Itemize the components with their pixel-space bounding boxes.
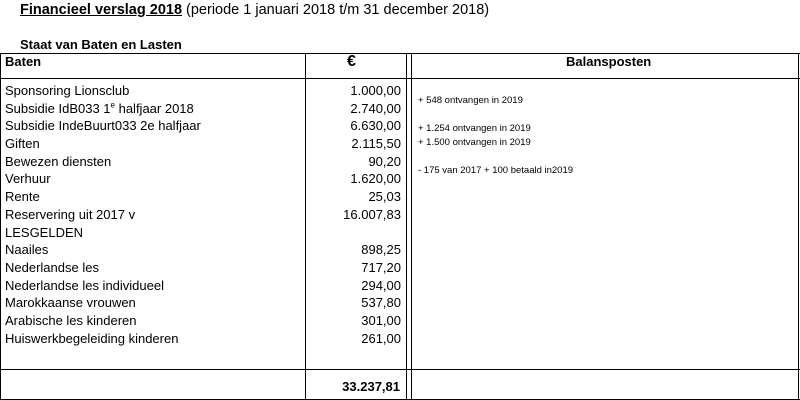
header-bottom-border xyxy=(0,78,800,79)
row-label: Subsidie IndeBuurt033 2e halfjaar xyxy=(5,118,201,134)
report-title: Financieel verslag 2018 xyxy=(20,2,183,18)
table-top-border xyxy=(0,53,800,54)
row-label: Marokkaanse vrouwen xyxy=(5,295,136,311)
table-row xyxy=(0,224,800,242)
table-row xyxy=(0,117,800,135)
table-row xyxy=(0,82,800,106)
row-amount: 537,80 xyxy=(361,295,401,311)
header-baten: Baten xyxy=(5,54,42,69)
table-row xyxy=(0,170,800,188)
document-title xyxy=(20,2,489,18)
table-row xyxy=(0,135,800,153)
row-amount: 16.007,83 xyxy=(343,206,401,222)
row-label: Nederlandse les xyxy=(5,259,99,275)
table-row xyxy=(0,241,800,259)
row-label: Bewezen diensten xyxy=(5,153,112,169)
table-row xyxy=(0,330,800,348)
row-label: Rente xyxy=(5,189,40,205)
row-amount: 6.630,00 xyxy=(350,118,401,134)
row-note: + 1.500 ontvangen in 2019 xyxy=(418,137,531,149)
row-note: + 548 ontvangen in 2019 xyxy=(418,95,523,106)
row-amount: 25,03 xyxy=(368,189,401,205)
table-row xyxy=(0,188,800,206)
total-amount: 33.237,81 xyxy=(342,379,400,394)
row-label: Arabische les kinderen xyxy=(5,312,137,328)
row-label: Verhuur xyxy=(5,171,51,187)
row-amount: 1.000,00 xyxy=(350,83,401,98)
report-period: (periode 1 januari 2018 t/m 31 december 2018) xyxy=(182,2,490,18)
row-label: Sponsoring Lionsclub xyxy=(5,83,130,98)
row-amount: 90,20 xyxy=(368,153,401,169)
table-row xyxy=(0,294,800,312)
row-amount: 2.740,00 xyxy=(350,100,401,116)
row-amount: 301,00 xyxy=(361,312,401,328)
rows-bottom-border xyxy=(0,369,800,370)
row-note: - 175 van 2017 + 100 betaald in2019 xyxy=(418,164,574,176)
table-row xyxy=(0,100,800,118)
section-heading: Staat van Baten en Lasten xyxy=(20,37,182,52)
row-label: Subsidie IdB033 1e halfjaar 2018 xyxy=(5,100,194,116)
header-balansposten: Balansposten xyxy=(566,54,652,69)
row-note: + 1.254 ontvangen in 2019 xyxy=(418,123,531,135)
row-amount: 294,00 xyxy=(361,277,401,293)
row-amount: 2.115,50 xyxy=(351,136,401,152)
table-row xyxy=(0,277,800,295)
table-rows xyxy=(0,82,800,347)
income-statement-table xyxy=(0,53,800,400)
row-amount: 1.620,00 xyxy=(350,171,401,187)
row-label: Giften xyxy=(5,136,40,152)
row-label: Huiswerkbegeleiding kinderen xyxy=(5,330,179,346)
row-amount: 898,25 xyxy=(361,242,401,258)
table-row xyxy=(0,259,800,277)
row-label: Nederlandse les individueel xyxy=(5,277,164,293)
row-label: Reservering uit 2017 v xyxy=(5,206,136,222)
row-amount: 261,00 xyxy=(361,330,401,346)
row-label: Naailes xyxy=(5,242,49,258)
table-row xyxy=(0,312,800,330)
header-euro: € xyxy=(347,53,356,70)
table-row xyxy=(0,206,800,224)
row-amount: 717,20 xyxy=(361,259,401,275)
table-row xyxy=(0,153,800,176)
row-label: LESGELDEN xyxy=(5,224,84,240)
